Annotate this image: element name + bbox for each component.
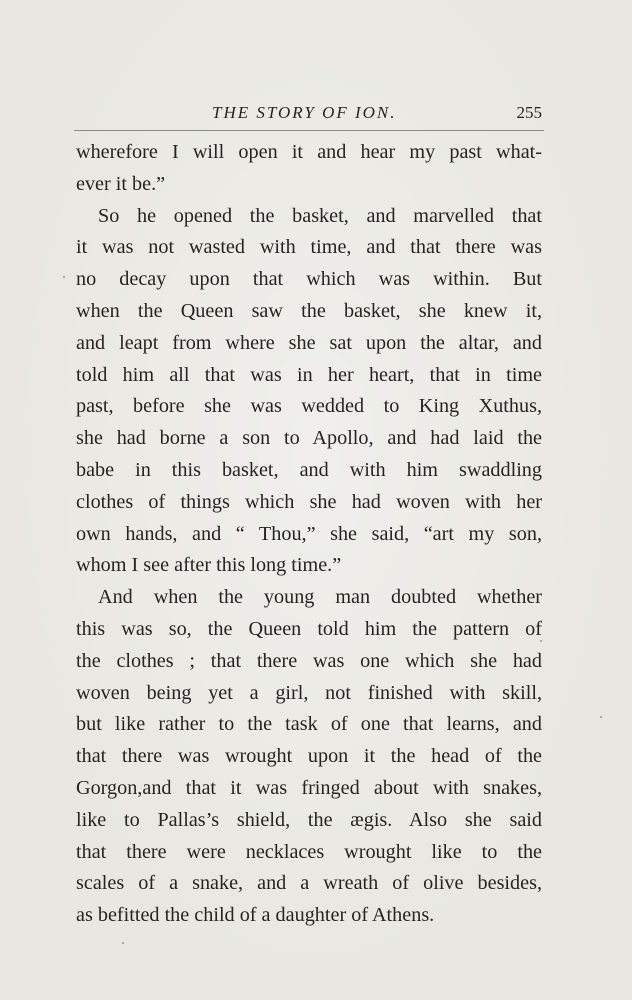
paper-speck [122, 942, 124, 944]
running-title: THE STORY OF ION. [212, 103, 397, 122]
text-line: like to Pallas’s shield, the ægis. Also she said [76, 808, 542, 831]
text-line: woven being yet a girl, not finished with skill, [76, 681, 542, 704]
paper-speck [540, 640, 542, 642]
text-line: it was not wasted with time, and that there was [76, 236, 542, 259]
paragraph [76, 137, 542, 201]
text-line: this was so, the Queen told him the pattern of [76, 617, 542, 640]
paragraph [76, 582, 542, 932]
header-rule [74, 130, 544, 131]
text-line: when the Queen saw the basket, she knew it, [76, 299, 542, 322]
text-line: wherefore I will open it and hear my past what- [76, 141, 542, 163]
text-line: And when the young man doubted whether [98, 586, 542, 609]
text-line: no decay upon that which was within. But [76, 268, 542, 291]
paper-speck [600, 716, 602, 718]
running-header [76, 103, 542, 125]
text-line: babe in this basket, and with him swaddling [76, 458, 542, 481]
text-line: Gorgon,and that it was fringed about with snakes, [76, 776, 542, 799]
paper-speck [63, 276, 65, 278]
text-line: whom I see after this long time.” [76, 554, 342, 577]
text-line: scales of a snake, and a wreath of olive besides, [76, 872, 542, 895]
text-line: clothes of things which she had woven with her [76, 490, 542, 513]
text-line: told him all that was in her heart, that in time [76, 363, 542, 386]
page-number: 255 [516, 103, 542, 122]
text-line: ever it be.” [76, 172, 166, 195]
text-line: she had borne a son to Apollo, and had laid the [76, 427, 542, 450]
text-line: the clothes ; that there was one which she had [76, 649, 542, 672]
text-line: So he opened the basket, and marvelled that [98, 204, 542, 227]
text-line: own hands, and “ Thou,” she said, “art my son, [76, 522, 542, 545]
paragraph [76, 201, 542, 583]
text-line: but like rather to the task of one that learns, and [76, 713, 542, 736]
body-text [76, 137, 542, 932]
text-line: past, before she was wedded to King Xuthus, [76, 395, 542, 418]
text-line: that there were necklaces wrought like to the [76, 840, 542, 863]
text-line: as befitted the child of a daughter of Athens. [76, 904, 435, 927]
text-line: and leapt from where she sat upon the altar, and [76, 331, 542, 354]
text-line: that there was wrought upon it the head of the [76, 745, 542, 768]
